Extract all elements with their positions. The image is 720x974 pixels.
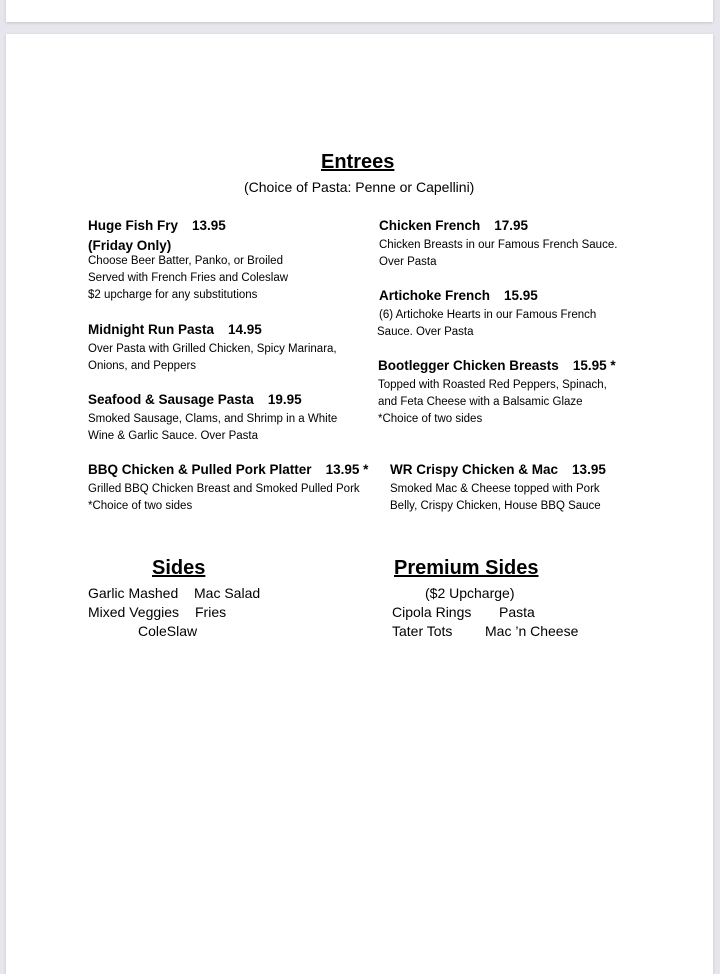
menu-item-seafood-sausage-pasta <box>88 391 337 445</box>
item-name: Seafood & Sausage Pasta <box>88 392 254 407</box>
item-description-line: *Choice of two sides <box>88 500 193 512</box>
side-item: Mac Salad <box>194 585 261 601</box>
item-name: Midnight Run Pasta <box>88 322 214 337</box>
menu-item-bootlegger-chicken <box>378 357 616 428</box>
item-price: 15.95 * <box>572 358 616 373</box>
item-description-line: Onions, and Peppers <box>88 360 197 372</box>
side-item: ColeSlaw <box>138 623 198 639</box>
side-item: Mixed Veggies <box>88 604 180 620</box>
item-name: Artichoke French <box>379 288 491 303</box>
item-name: BBQ Chicken & Pulled Pork Platter <box>88 462 312 477</box>
item-description-line: Belly, Crispy Chicken, House BBQ Sauce <box>390 500 601 512</box>
previous-page-edge <box>6 0 713 22</box>
item-name: WR Crispy Chicken & Mac <box>390 462 559 477</box>
menu-page <box>6 34 713 974</box>
side-item: Fries <box>195 604 227 620</box>
item-description-line: Over Pasta <box>379 256 437 268</box>
menu-item-huge-fish-fry <box>88 217 288 304</box>
item-price: 13.95 <box>192 218 226 233</box>
item-price: 15.95 <box>504 288 538 303</box>
item-description-line: Grilled BBQ Chicken Breast and Smoked Pulled Pork <box>88 483 360 495</box>
item-price: 13.95 <box>572 462 606 477</box>
item-description-line: Topped with Roasted Red Peppers, Spinach, <box>378 379 607 391</box>
item-description-line: $2 upcharge for any substitutions <box>88 289 258 301</box>
menu-item-bbq-chicken-pulled-pork <box>88 461 368 515</box>
item-description-line: Served with French Fries and Coleslaw <box>88 272 289 284</box>
item-description-line: Smoked Mac & Cheese topped with Pork <box>390 483 600 495</box>
item-price: 14.95 <box>228 322 262 337</box>
premium-side-item: Pasta <box>499 604 535 620</box>
item-description-line: Choose Beer Batter, Panko, or Broiled <box>88 255 283 267</box>
item-description-line: and Feta Cheese with a Balsamic Glaze <box>378 396 583 408</box>
item-description-line: Over Pasta with Grilled Chicken, Spicy Marinara, <box>88 343 337 355</box>
premium-sides-title: Premium Sides <box>394 557 539 579</box>
premium-side-item: Mac ’n Cheese <box>485 623 579 639</box>
item-description-line: (6) Artichoke Hearts in our Famous French <box>379 309 597 321</box>
menu-item-wr-crispy-chicken-mac <box>390 461 606 515</box>
item-name: Bootlegger Chicken Breasts <box>378 358 559 373</box>
item-price: 17.95 <box>494 218 529 233</box>
item-description-line: Chicken Breasts in our Famous French Sauce. <box>379 239 618 251</box>
premium-side-item: Tater Tots <box>392 623 453 639</box>
item-name: Huge Fish Fry <box>88 218 179 233</box>
item-price: 19.95 <box>267 392 302 407</box>
item-price: 13.95 * <box>325 462 369 477</box>
item-description-line: Wine & Garlic Sauce. Over Pasta <box>88 430 259 442</box>
item-description-line: Smoked Sausage, Clams, and Shrimp in a White <box>88 413 338 425</box>
premium-side-item: Cipola Rings <box>392 604 472 620</box>
menu-item-midnight-run-pasta <box>88 321 337 375</box>
menu-item-artichoke-french <box>379 287 596 341</box>
side-item: Garlic Mashed <box>88 585 179 601</box>
menu-item-chicken-french <box>379 217 617 271</box>
entrees-subtitle: (Choice of Pasta: Penne or Capellini) <box>244 179 475 195</box>
item-name: Chicken French <box>379 218 481 233</box>
item-description-line: Sauce. Over Pasta <box>377 326 474 338</box>
item-description-line: *Choice of two sides <box>378 413 483 425</box>
entrees-title: Entrees <box>321 151 395 173</box>
premium-sides-subtitle: ($2 Upcharge) <box>425 585 515 601</box>
sides-title: Sides <box>152 557 206 579</box>
item-note: (Friday Only) <box>88 238 172 253</box>
